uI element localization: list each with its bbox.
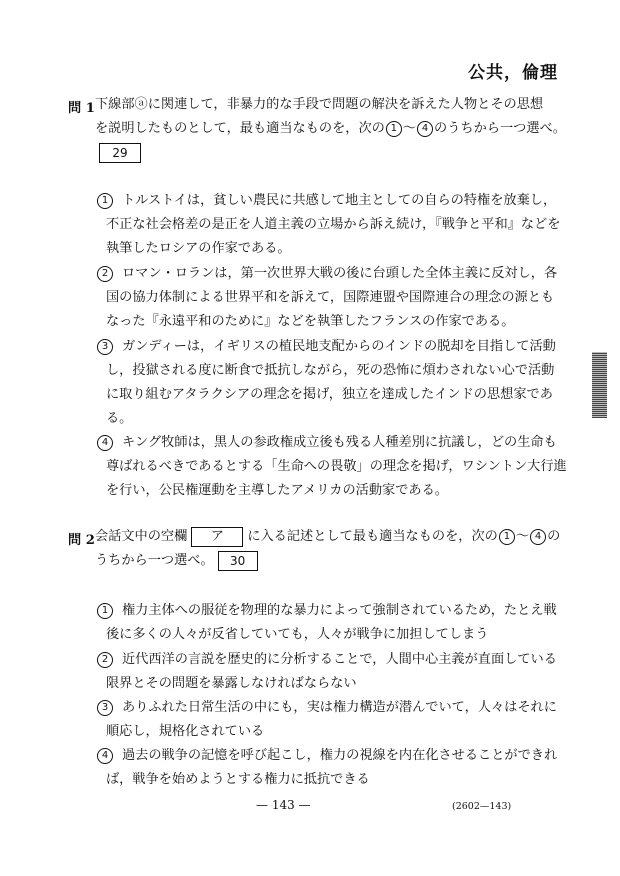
q1-text-line-2b: のうちから一つ選べ。	[434, 121, 566, 136]
circled-number-icon: 1	[97, 603, 113, 619]
q2-text-line-1: 会話文中の空欄 ア に入る記述として最も適当なものを，次の 1 ～ 4 の	[95, 525, 560, 549]
q1-text-line-2: を説明したものとして，最も適当なものを，次の 1 ～ 4 のうちから一つ選べ。	[95, 121, 566, 136]
option-line: 順応し，規格化されている	[106, 724, 265, 739]
q2-text-line-1b: に入る記述として最も適当なものを，次の	[247, 529, 498, 544]
option-line: 権力主体への服従を物理的な暴力によって強制されているため，たとえ戦	[122, 603, 557, 618]
q2-number: 問 2	[68, 533, 95, 548]
option-line: 執筆したロシアの作家である。	[106, 241, 291, 256]
option-line: なった『永遠平和のために』などを執筆したフランスの作家である。	[106, 314, 515, 329]
circled-number-icon: 3	[97, 339, 113, 355]
margin-index-mark	[592, 352, 607, 418]
circled-number-icon: 3	[97, 700, 113, 716]
q2-text-line-2	[95, 549, 258, 573]
circled-number-icon: 1	[386, 121, 402, 137]
q1-text-line-2a: を説明したものとして，最も適当なものを，次の	[95, 121, 385, 136]
page-number: — 143 —	[256, 798, 311, 812]
circled-number-icon: 4	[97, 748, 113, 764]
option-line: 不正な社会格差の是正を人道主義の立場から訴え続け，『戦争と平和』などを	[106, 217, 561, 232]
option-line: る。	[106, 411, 133, 426]
option-line: トルストイは，貧しい農民に共感して地主としての自らの特権を放棄し，	[122, 193, 557, 208]
option-line: し，投獄される度に断食で抵抗しながら，死の恐怖に煩わされない心で活動	[106, 363, 555, 378]
circled-number-icon: 4	[417, 121, 433, 137]
option-line: 国の協力体制による世界平和を訴えて，国際連盟や国際連合の理念の源とも	[106, 290, 555, 305]
option-line: 過去の戦争の記憶を呼び起こし，権力の視線を内在化させることができれ	[122, 748, 558, 763]
circled-number-icon: 1	[97, 193, 113, 209]
circled-number-icon: 1	[499, 529, 515, 545]
option-line: キング牧師は，黒人の参政権成立後も残る人種差別に抗議し，どの生命も	[122, 435, 557, 450]
option-line: 尊ばれるべきであるとする「生命への畏敬」の理念を掲げ，ワシントン大行進	[106, 459, 567, 474]
circled-number-icon: 2	[97, 266, 113, 282]
option-line: ガンディーは，イギリスの植民地支配からのインドの脱却を目指して活動	[122, 339, 556, 354]
option-line: ロマン・ロランは，第一次世界大戦の後に台頭した全体主義に反対し，各	[122, 266, 558, 281]
q1-answer-box: 29	[99, 143, 141, 163]
option-line: を行い，公民権運動を主導したアメリカの活動家である。	[106, 483, 448, 498]
option-line: に取り組むアタラクシアの理念を掲げ，独立を達成したインドの思想家であ	[106, 387, 553, 402]
option-line: 後に多くの人々が反省していても，人々が戦争に加担してしまう	[106, 627, 489, 642]
q2-text-line-2a: うちから一つ選べ。	[95, 553, 214, 568]
circled-number-icon: 2	[97, 652, 113, 668]
exam-code: (2602—143)	[452, 801, 512, 812]
option-line: 近代西洋の言説を歴史的に分析することで，人間中心主義が直面している	[122, 652, 557, 667]
q2-text-line-1a: 会話文中の空欄	[95, 529, 188, 544]
circled-number-icon: 4	[530, 529, 546, 545]
subject-header: 公共，倫理	[468, 63, 558, 83]
q1-text-line-1: 下線部ⓐに関連して，非暴力的な手段で問題の解決を訴えた人物とその思想	[95, 97, 544, 112]
q2-answer-box: 30	[218, 551, 258, 571]
q2-blank-box: ア	[191, 527, 243, 547]
q2-text-suffix: の	[547, 529, 561, 544]
circled-number-icon: 4	[97, 435, 113, 451]
option-line: 限界とその問題を暴露しなければならない	[106, 676, 357, 691]
q1-number: 問 1	[68, 101, 95, 116]
option-line: ありふれた日常生活の中にも，実は権力構造が潜んでいて，人々はそれに	[122, 700, 557, 715]
option-line: ば，戦争を始めようとする権力に抵抗できる	[106, 772, 370, 787]
